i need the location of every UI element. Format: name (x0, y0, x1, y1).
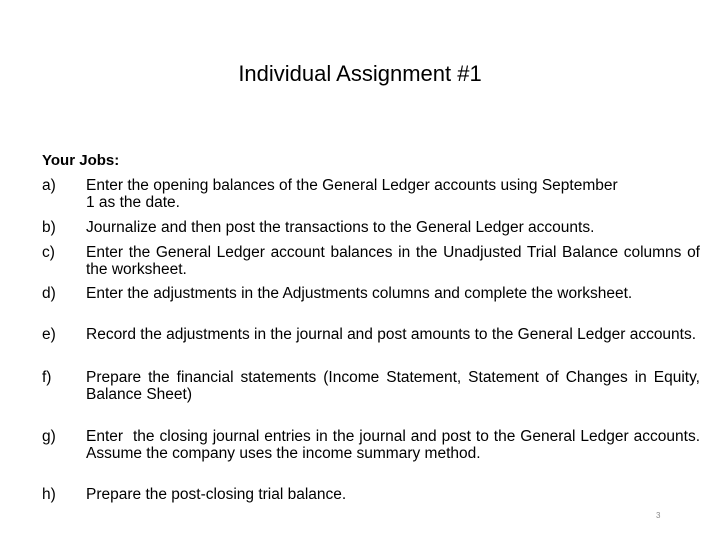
task-marker: a) (42, 177, 56, 194)
task-item-a (42, 177, 700, 211)
task-marker: c) (42, 244, 55, 261)
task-item-b (42, 219, 700, 236)
task-item-e (42, 326, 700, 343)
page-number: 3 (656, 511, 661, 520)
task-text: Enter the opening balances of the General Ledger accounts using September 1 as the date. (86, 177, 618, 211)
task-marker: b) (42, 219, 56, 236)
task-item-d (42, 285, 700, 302)
task-marker: e) (42, 326, 56, 343)
task-text: Record the adjustments in the journal and post amounts to the General Ledger accounts. (86, 326, 697, 343)
task-text: Enter the adjustments in the Adjustments columns and complete the worksheet. (86, 285, 633, 302)
task-text: Journalize and then post the transactions to the General Ledger accounts. (86, 219, 595, 236)
task-item-f (42, 369, 700, 403)
task-marker: g) (42, 428, 56, 445)
task-marker: h) (42, 486, 56, 503)
task-text: Prepare the post-closing trial balance. (86, 486, 347, 503)
task-text: Prepare the financial statements (Income Statement, Statement of Changes in Equity, Balance Sheet) (86, 369, 700, 403)
task-item-g (42, 428, 704, 462)
slide-title: Individual Assignment #1 (238, 61, 482, 86)
task-marker: f) (42, 369, 52, 386)
task-marker: d) (42, 285, 56, 302)
task-text: Enter the General Ledger account balances in the Unadjusted Trial Balance columns of the worksheet. (86, 244, 700, 278)
jobs-heading: Your Jobs: (42, 152, 120, 169)
task-item-h (42, 486, 700, 503)
task-item-c (42, 244, 700, 278)
task-text: Enter the closing journal entries in the journal and post to the General Ledger accounts. Assume the company uses the income summary method. (86, 428, 704, 462)
